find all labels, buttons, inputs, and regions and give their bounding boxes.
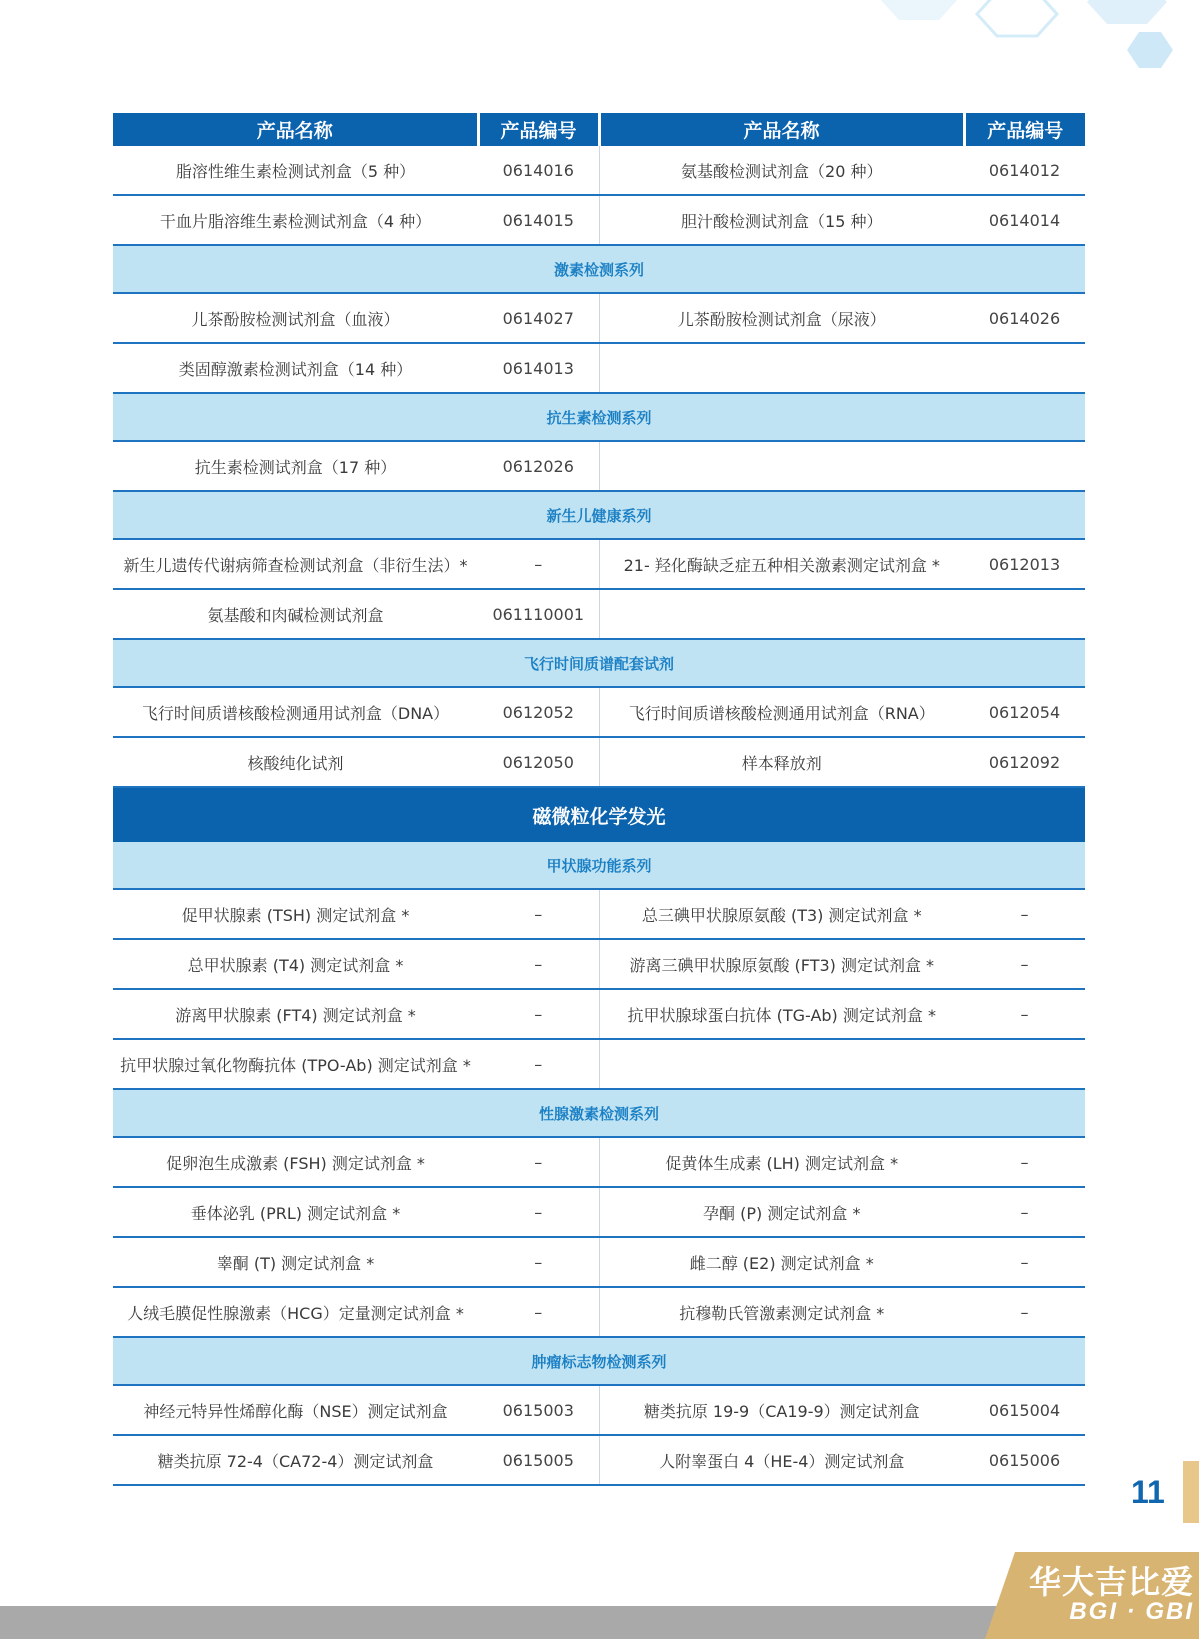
table-row [113,989,1085,1039]
hexagon-decoration-icon [869,0,1199,80]
product-code-cell: 0614027 [478,293,599,343]
sub-section-header [113,393,1085,441]
product-name-cell [599,441,964,491]
product-code-cell: 061110001 [478,589,599,639]
product-name-cell: 促卵泡生成激素 (FSH) 测定试剂盒 * [113,1137,478,1187]
product-code-cell: 0614013 [478,343,599,393]
product-name-cell: 飞行时间质谱核酸检测通用试剂盒（DNA） [113,687,478,737]
product-name-cell: 抗甲状腺过氧化物酶抗体 (TPO-Ab) 测定试剂盒 * [113,1039,478,1089]
product-name-cell: 抗甲状腺球蛋白抗体 (TG-Ab) 测定试剂盒 * [599,989,964,1039]
table-row [113,1287,1085,1337]
product-code-cell [964,343,1085,393]
section-title: 肿瘤标志物检测系列 [113,1337,1085,1385]
product-name-cell: 促甲状腺素 (TSH) 测定试剂盒 * [113,889,478,939]
page-number: 11 [1131,1474,1165,1510]
sub-section-header [113,1337,1085,1385]
product-name-cell [599,589,964,639]
product-code-cell: – [478,1137,599,1187]
column-header-name: 产品名称 [599,113,964,146]
page-tab-marker [1183,1461,1199,1523]
product-code-cell: 0612052 [478,687,599,737]
product-code-cell: – [964,1187,1085,1237]
sub-section-header [113,1089,1085,1137]
product-name-cell [599,343,964,393]
product-name-cell: 人附睾蛋白 4（HE-4）测定试剂盒 [599,1435,964,1485]
product-name-cell: 抗穆勒氏管激素测定试剂盒 * [599,1287,964,1337]
product-name-cell [599,1039,964,1089]
product-name-cell: 干血片脂溶维生素检测试剂盒（4 种） [113,195,478,245]
product-catalog-table [113,113,1085,1486]
product-code-cell: 0614026 [964,293,1085,343]
sub-section-header [113,491,1085,539]
product-code-cell: 0615003 [478,1385,599,1435]
table-row [113,687,1085,737]
section-title: 激素检测系列 [113,245,1085,293]
product-code-cell: 0612013 [964,539,1085,589]
product-name-cell: 睾酮 (T) 测定试剂盒 * [113,1237,478,1287]
section-title: 性腺激素检测系列 [113,1089,1085,1137]
product-code-cell: 0615005 [478,1435,599,1485]
product-name-cell: 雌二醇 (E2) 测定试剂盒 * [599,1237,964,1287]
column-header-name: 产品名称 [113,113,478,146]
column-header-code: 产品编号 [964,113,1085,146]
product-code-cell: – [478,1187,599,1237]
table-body [113,146,1085,1485]
table-row [113,1039,1085,1089]
sub-section-header [113,639,1085,687]
product-code-cell [964,1039,1085,1089]
product-code-cell: – [478,1039,599,1089]
product-name-cell: 游离三碘甲状腺原氨酸 (FT3) 测定试剂盒 * [599,939,964,989]
product-code-cell: 0614016 [478,146,599,195]
table-row [113,195,1085,245]
table-row [113,146,1085,195]
product-name-cell: 氨基酸和肉碱检测试剂盒 [113,589,478,639]
product-name-cell: 孕酮 (P) 测定试剂盒 * [599,1187,964,1237]
table-row [113,1187,1085,1237]
product-code-cell: – [964,889,1085,939]
product-code-cell: – [478,1287,599,1337]
major-section-header [113,787,1085,842]
product-code-cell: – [478,939,599,989]
product-name-cell: 脂溶性维生素检测试剂盒（5 种） [113,146,478,195]
column-header-code: 产品编号 [478,113,599,146]
table-row [113,737,1085,787]
product-name-cell: 新生儿遗传代谢病筛查检测试剂盒（非衍生法）* [113,539,478,589]
table-row [113,1385,1085,1435]
product-name-cell: 核酸纯化试剂 [113,737,478,787]
product-name-cell: 人绒毛膜促性腺激素（HCG）定量测定试剂盒 * [113,1287,478,1337]
sub-section-header [113,245,1085,293]
product-code-cell: – [478,989,599,1039]
table-row [113,1137,1085,1187]
product-name-cell: 糖类抗原 72-4（CA72-4）测定试剂盒 [113,1435,478,1485]
product-code-cell: 0615004 [964,1385,1085,1435]
table-row [113,1237,1085,1287]
table-row [113,589,1085,639]
product-name-cell: 促黄体生成素 (LH) 测定试剂盒 * [599,1137,964,1187]
product-name-cell: 21- 羟化酶缺乏症五种相关激素测定试剂盒 * [599,539,964,589]
product-name-cell: 氨基酸检测试剂盒（20 种） [599,146,964,195]
section-title: 飞行时间质谱配套试剂 [113,639,1085,687]
section-title: 甲状腺功能系列 [113,842,1085,889]
product-name-cell: 胆汁酸检测试剂盒（15 种） [599,195,964,245]
product-name-cell: 儿茶酚胺检测试剂盒（尿液） [599,293,964,343]
table-row [113,939,1085,989]
product-code-cell: 0612092 [964,737,1085,787]
table-row [113,1435,1085,1485]
section-title: 磁微粒化学发光 [113,787,1085,842]
product-name-cell: 类固醇激素检测试剂盒（14 种） [113,343,478,393]
product-name-cell: 抗生素检测试剂盒（17 种） [113,441,478,491]
product-name-cell: 糖类抗原 19-9（CA19-9）测定试剂盒 [599,1385,964,1435]
product-code-cell: 0614015 [478,195,599,245]
table-row [113,539,1085,589]
table-row [113,889,1085,939]
product-code-cell: – [964,989,1085,1039]
table-row [113,441,1085,491]
product-code-cell: 0612026 [478,441,599,491]
product-code-cell: 0612054 [964,687,1085,737]
sub-section-header [113,842,1085,889]
product-code-cell: – [478,539,599,589]
product-name-cell: 总三碘甲状腺原氨酸 (T3) 测定试剂盒 * [599,889,964,939]
product-name-cell: 儿茶酚胺检测试剂盒（血液） [113,293,478,343]
product-code-cell: 0615006 [964,1435,1085,1485]
product-code-cell: – [964,1237,1085,1287]
product-code-cell [964,589,1085,639]
product-name-cell: 飞行时间质谱核酸检测通用试剂盒（RNA） [599,687,964,737]
product-name-cell: 样本释放剂 [599,737,964,787]
product-code-cell: 0614012 [964,146,1085,195]
table-row [113,343,1085,393]
table-row [113,293,1085,343]
product-code-cell: – [964,1137,1085,1187]
product-code-cell [964,441,1085,491]
product-code-cell: – [478,889,599,939]
table-header-row [113,113,1085,146]
section-title: 抗生素检测系列 [113,393,1085,441]
brand-logo-name-cn: 华大吉比爱 [1028,1563,1194,1601]
product-code-cell: 0612050 [478,737,599,787]
product-name-cell: 垂体泌乳 (PRL) 测定试剂盒 * [113,1187,478,1237]
product-code-cell: – [964,1287,1085,1337]
section-title: 新生儿健康系列 [113,491,1085,539]
product-name-cell: 总甲状腺素 (T4) 测定试剂盒 * [113,939,478,989]
product-name-cell: 游离甲状腺素 (FT4) 测定试剂盒 * [113,989,478,1039]
brand-logo-name-en: BGI · GBI [1069,1598,1194,1625]
product-name-cell: 神经元特异性烯醇化酶（NSE）测定试剂盒 [113,1385,478,1435]
product-code-cell: – [478,1237,599,1287]
product-code-cell: – [964,939,1085,989]
product-code-cell: 0614014 [964,195,1085,245]
